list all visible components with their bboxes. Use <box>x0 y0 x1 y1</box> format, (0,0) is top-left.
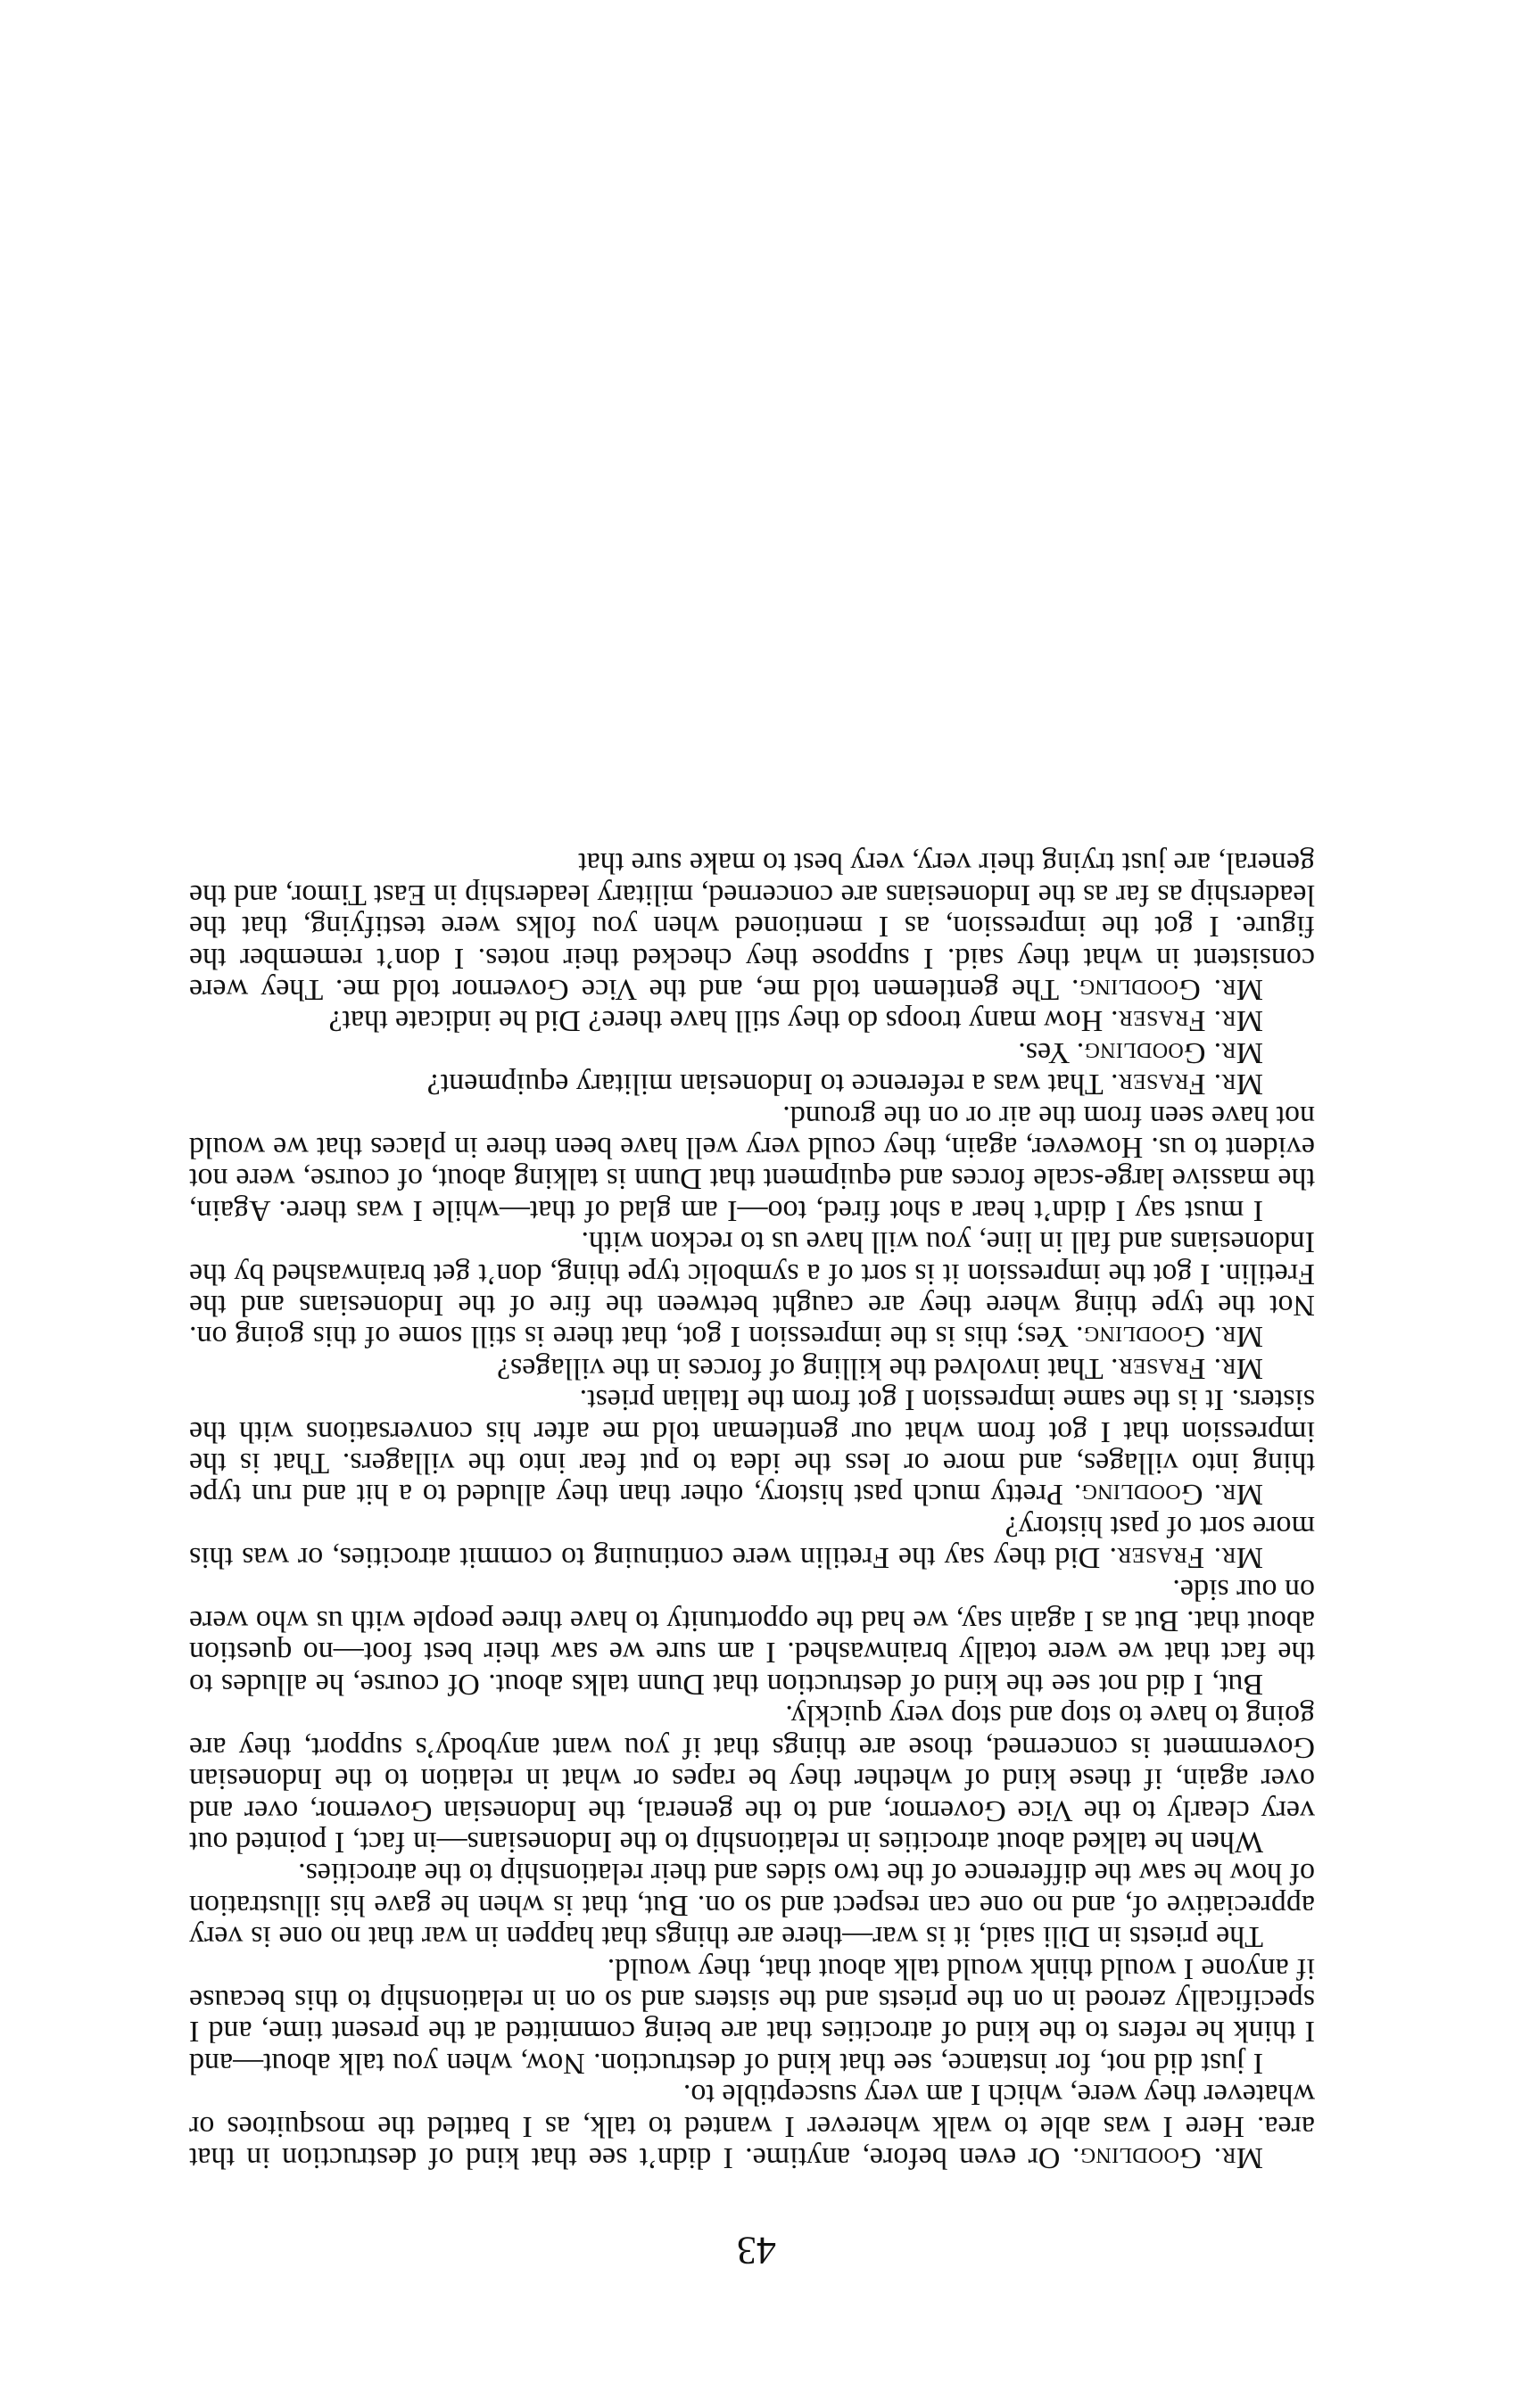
paragraph-text: That involved the killing of forces in the villages? <box>496 1351 1104 1385</box>
paragraph-text: Pretty much past history, other than they alluded to a hit and run type thing into villages, and more or less the idea to put fear into the villagers. That is the impression that I got from what our gentleman told me after his conversations with the sisters. It is the same impression I got from the Italian priest. <box>189 1383 1315 1512</box>
paragraph <box>189 1700 1315 1858</box>
speaker-name: Mr. Goodling. <box>1075 1320 1263 1354</box>
paragraph-text: The priests in Dili said, it is war—there are things that happen in war that no one is very appreciative of, and no one can respect and so on. But, that is when he gave his illustration of how he saw the difference of the two sides and their relationship to the atrocities. <box>189 1857 1315 1954</box>
paragraph <box>189 1036 1315 1068</box>
paragraph-text: Did they say the Fretilin were continuing to commit atrocities, or was this more sort of past history? <box>189 1509 1315 1575</box>
paragraph-text: But, I did not see the kind of destruction that Dunn talks about. Of course, he alludes to the fact that we were totally brainwashed. I am sure we saw their best foot—no question about that. But as I again say, we had the opportunity to have three people with us who were on our side. <box>189 1572 1315 1701</box>
speaker-name: Mr. Goodling. <box>1071 972 1263 1006</box>
speaker-name: Mr. Fraser. <box>1110 1351 1263 1385</box>
paragraph <box>189 2079 1315 2173</box>
speaker-name: Mr. Goodling. <box>1071 2141 1263 2174</box>
paragraph <box>189 847 1315 1005</box>
paragraph-text: I must say I didn’t hear a shot fired, too—I am glad of that—while I was there. Again, the massive large-scale forces and equipment that Dunn is talking about, of course, were not evident to us. However, again, they could very well have been there in places that we would not have seen from the air or on the ground. <box>189 1099 1315 1227</box>
paragraph-text: I just did not, for instance, see that kind of destruction. Now, when you talk about—and I think he refers to the kind of atrocities that are being committed at the present time, and I specifically zeroed in on the priests and the sisters and so on in relationship to this because if anyone I would think would talk about that, they would. <box>189 1951 1315 2080</box>
paragraph <box>189 1858 1315 1952</box>
paragraph <box>189 1226 1315 1353</box>
paragraph <box>189 1952 1315 2079</box>
page-number: 43 <box>737 2229 776 2272</box>
paragraph <box>189 1352 1315 1383</box>
paragraph-text: Or even before, anytime. I didn’t see that kind of destruction in that area. Here I was able to walk wherever I wanted to talk, as I battled the mosquitoes or whatever they were, which I am very susceptible to. <box>188 2078 1315 2174</box>
paragraph <box>189 1384 1315 1511</box>
speaker-name: Mr. Fraser. <box>1110 1068 1263 1101</box>
paragraph-text: How many troops do they still have there? Did he indicate that? <box>328 1004 1104 1038</box>
paragraph-text: When he talked about atrocities in relationship to the Indonesians—in fact, I pointed out very clearly to the Vice Governor, and to the general, the Indonesian Governor, over and over again, if these kind of whether they be rapes or what in relation to the Indonesian Government is concerned, those are things that if you want anybody’s support, they are going to have to stop and stop very quickly. <box>189 1699 1315 1859</box>
paragraph <box>189 1005 1315 1036</box>
speaker-name: Mr. Goodling. <box>1076 1035 1263 1069</box>
speaker-name: Mr. Fraser. <box>1109 1541 1263 1575</box>
paragraph <box>189 1573 1315 1700</box>
speaker-name: Mr. Fraser. <box>1110 1004 1263 1038</box>
body-text <box>189 847 1315 2173</box>
paragraph-text: Yes; this is the impression I got, that there is still some of this going on. Not the type thing where they are caught between the fire of the Indonesians and the Fretilin. I got the impression it is sort of a symbolic type thing, don’t get brainwashed by the Indonesians and fall in line, you will have us to reckon with. <box>189 1225 1315 1354</box>
paragraph-text: That was a reference to Indonesian military equipment? <box>426 1068 1104 1101</box>
paragraph <box>189 1510 1315 1573</box>
paragraph <box>189 1068 1315 1100</box>
speaker-name: Mr. Goodling. <box>1073 1478 1263 1512</box>
paragraph <box>189 1100 1315 1226</box>
paragraph-text: The gentlemen told me, and the Vice Governor told me. They were consistent in what they said. I suppose they checked their notes. I don’t remember the figure. I got the impression, as I mentioned when you folks were testifying, that the leadership as far as the Indonesians are concerned, military leadership in East Timor, and the general, are just trying their very, very best to make sure that <box>189 846 1315 1006</box>
paragraph-text: Yes. <box>1018 1035 1071 1069</box>
